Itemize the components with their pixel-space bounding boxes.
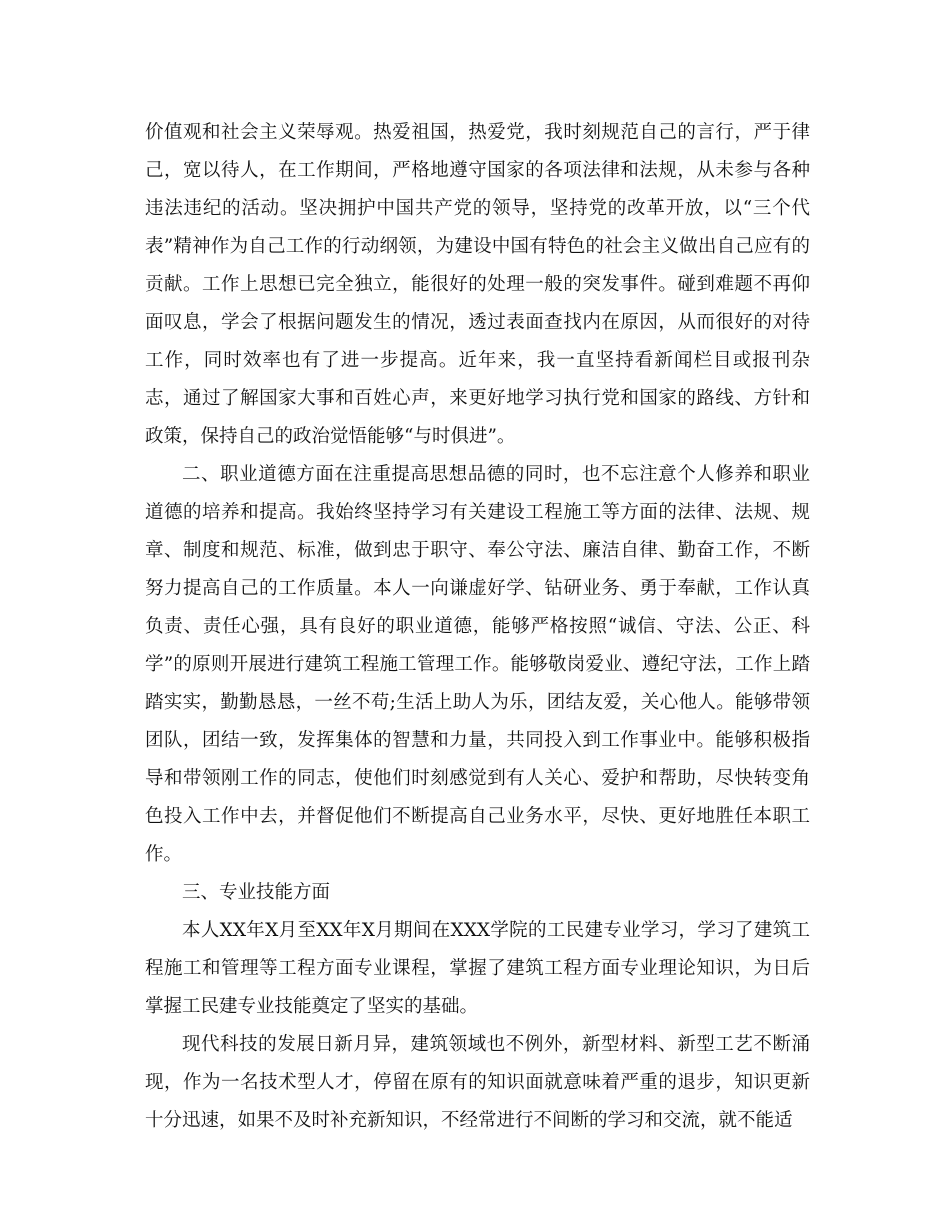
paragraph-professional-ethics: 二、职业道德方面在注重提高思想品德的同时，也不忘注意个人修养和职业道德的培养和提高。我始终坚持学习有关建设工程施工等方面的法律、法规、规章、制度和规范、标准，做到忠于职守、奉公守法、廉洁自律、勤奋工作，不断努力提高自己的工作质量。本人一向谦虚好学、钻研业务、勇于奉献，工作认真负责、责任心强，具有良好的职业道德，能够严格按照“诚信、守法、公正、科学”的原则开展进行建筑工程施工管理工作。能够敬岗爱业、遵纪守法，工作上踏踏实实，勤勤恳恳，一丝不苟;生活上助人为乐，团结友爱，关心他人。能够带领团队，团结一致，发挥集体的智慧和力量，共同投入到工作事业中。能够积极指导和带领刚工作的同志，使他们时刻感觉到有人关心、爱护和帮助，尽快转变角色投入工作中去，并督促他们不断提高自己业务水平，尽快、更好地胜任本职工作。	[145, 464, 810, 865]
paragraph-values: 价值观和社会主义荣辱观。热爱祖国，热爱党，我时刻规范自己的言行，严于律己，宽以待人，在工作期间，严格地遵守国家的各项法律和法规，从未参与各种违法违纪的活动。坚决拥护中国共产党的领导，坚持党的改革开放，以“三个代表”精神作为自己工作的行动纲领，为建设中国有特色的社会主义做出自己应有的贡献。工作上思想已完全独立，能很好的处理一般的突发事件。碰到难题不再仰面叹息，学会了根据问题发生的情况，透过表面查找内在原因，从而很好的对待工作，同时效率也有了进一步提高。近年来，我一直坚持看新闻栏目或报刊杂志，通过了解国家大事和百姓心声，来更好地学习执行党和国家的路线、方针和政策，保持自己的政治觉悟能够“与时俱进”。	[145, 122, 810, 447]
document-body	[145, 114, 810, 1140]
paragraph-technology-development: 现代科技的发展日新月异，建筑领域也不例外，新型材料、新型工艺不断涌现，作为一名技术型人才，停留在原有的知识面就意味着严重的退步，知识更新十分迅速，如果不及时补充新知识，不经常进行不间断的学习和交流，就不能适	[145, 1034, 810, 1131]
section-heading-professional-skills: 三、专业技能方面	[182, 882, 331, 903]
paragraph-education: 本人XX年X月至XX年X月期间在XXX学院的工民建专业学习，学习了建筑工程施工和管理等工程方面专业课程，掌握了建筑工程方面专业理论知识，为日后掌握工民建专业技能奠定了坚实的基础。	[145, 920, 810, 1017]
